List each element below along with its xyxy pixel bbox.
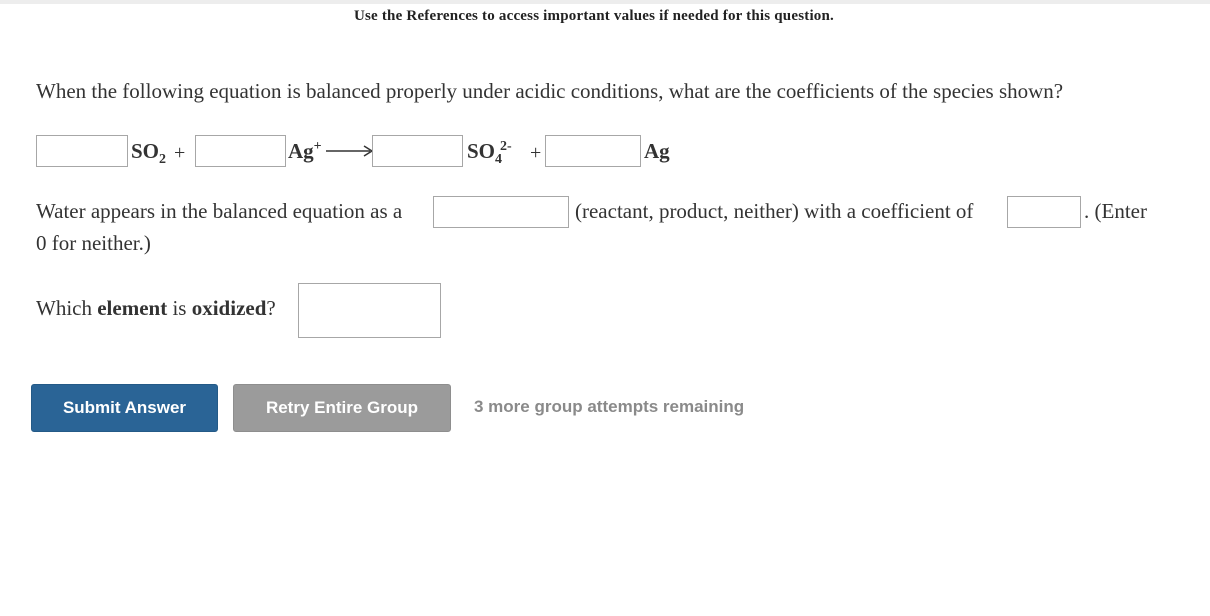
submit-answer-button[interactable]: Submit Answer	[31, 384, 218, 432]
plus-sign: +	[174, 142, 186, 164]
coefficient-ag-ion-input[interactable]	[195, 135, 286, 167]
water-instruction-text: 0 for neither.)	[36, 231, 151, 255]
species-so4	[467, 139, 512, 168]
attempts-remaining-text: 3 more group attempts remaining	[474, 397, 745, 416]
species-ag-ion-base: Ag	[288, 139, 314, 163]
coefficient-ag-input[interactable]	[545, 135, 641, 167]
species-so2-base: SO	[131, 139, 160, 163]
retry-entire-group-button[interactable]: Retry Entire Group	[233, 384, 451, 432]
species-so2-subscript: 2	[159, 152, 167, 168]
water-coefficient-input[interactable]	[1007, 196, 1081, 228]
species-ag: Ag	[644, 139, 670, 163]
water-role-input[interactable]	[433, 196, 569, 228]
water-enter-text: . (Enter	[1084, 199, 1147, 223]
coefficient-so4-input[interactable]	[372, 135, 463, 167]
question-prompt: When the following equation is balanced properly under acidic conditions, what are the coefficients of the species shown?	[36, 79, 1064, 103]
species-so2	[131, 139, 166, 168]
plus-sign: +	[530, 142, 542, 164]
oxidized-question-bold-element: element	[97, 296, 168, 320]
species-ag-ion-charge: +	[313, 139, 322, 154]
coefficient-so2-input[interactable]	[36, 135, 128, 167]
water-options-text: (reactant, product, neither) with a coefficient of	[575, 199, 974, 223]
oxidized-question-bold-oxidized: oxidized	[191, 296, 267, 320]
reaction-arrow-icon	[326, 144, 374, 158]
species-so4-charge: 2-	[500, 139, 512, 154]
species-ag-ion	[288, 139, 322, 164]
oxidized-question-pre: Which	[36, 296, 98, 320]
top-divider	[0, 0, 1210, 4]
oxidized-element-input[interactable]	[298, 283, 441, 338]
species-so4-base: SO	[467, 139, 496, 163]
oxidized-question-end: ?	[266, 296, 276, 320]
water-question-text: Water appears in the balanced equation as a	[36, 199, 403, 223]
species-so4-subscript: 4	[495, 152, 503, 168]
references-notice: Use the References to access important values if needed for this question.	[353, 8, 835, 24]
oxidized-question-mid: is	[167, 296, 192, 320]
oxidized-question	[36, 296, 276, 321]
